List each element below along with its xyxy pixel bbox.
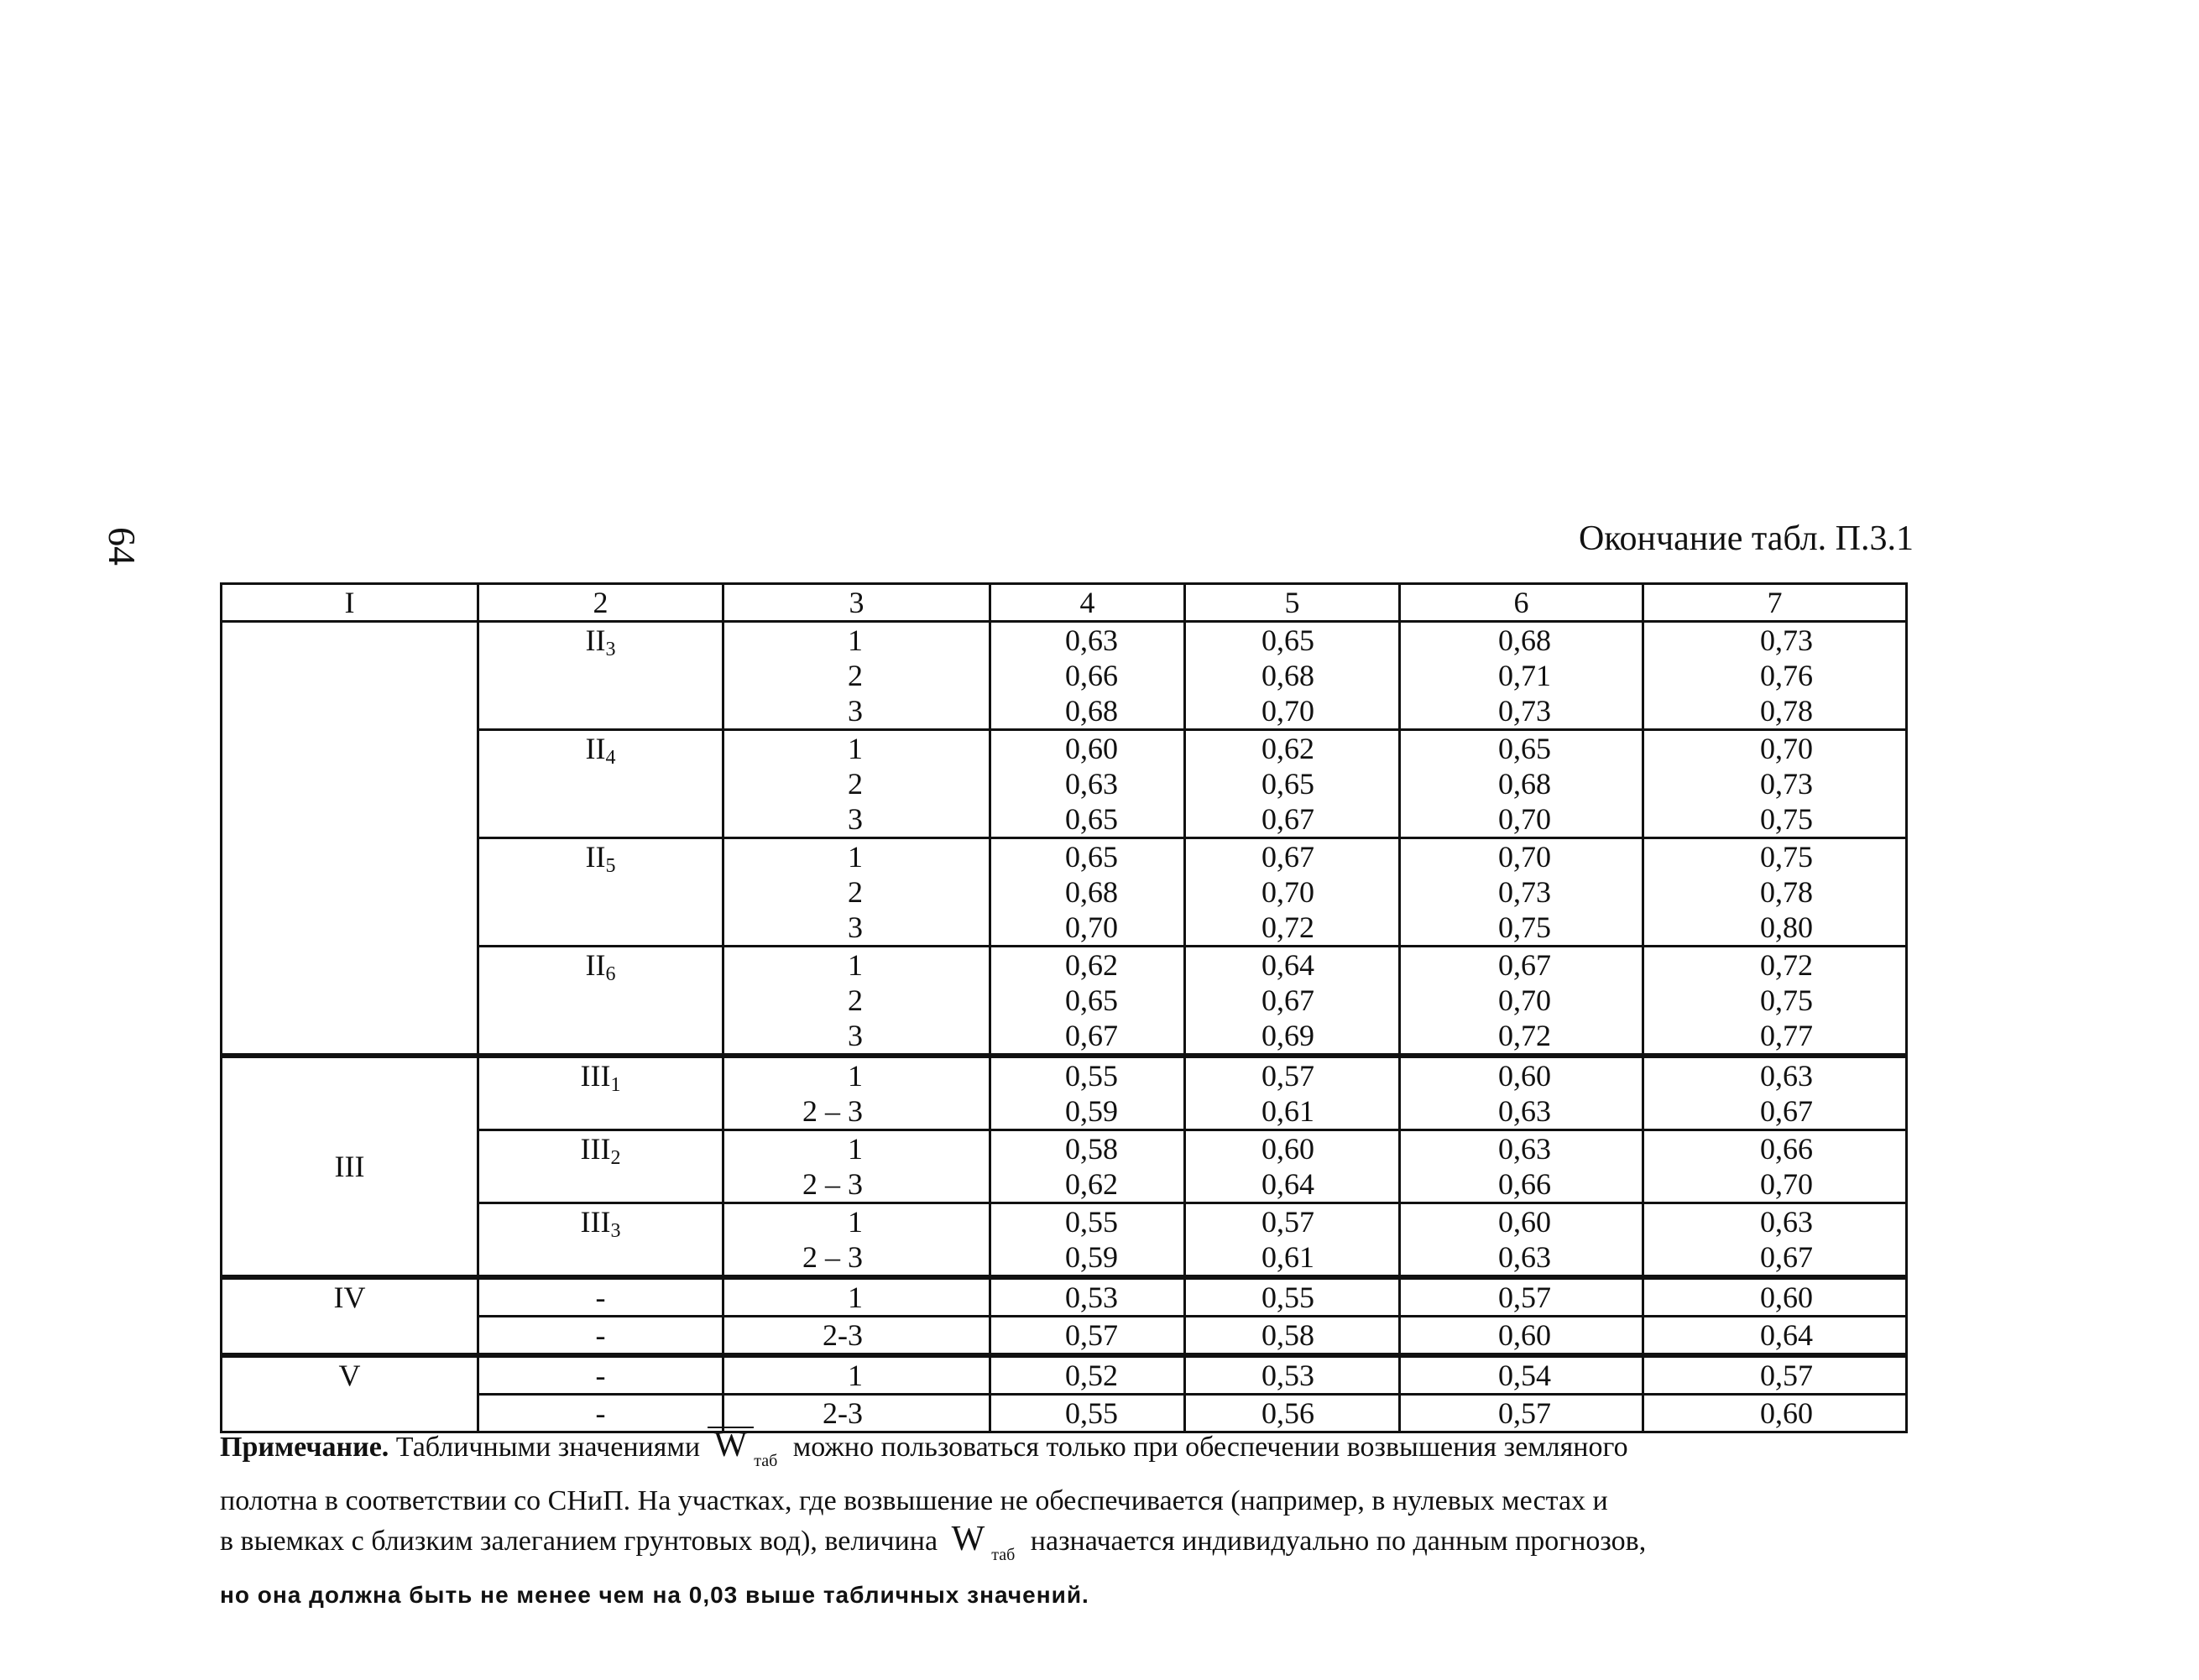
cell-value: 0,67	[1065, 1019, 1118, 1052]
cell-value: 0,76	[1760, 659, 1813, 692]
region-cell: IV	[222, 1277, 478, 1355]
cell-value: 0,65	[1498, 732, 1551, 765]
w-symbol: W	[708, 1427, 755, 1462]
cell-value: 0,65	[1261, 767, 1314, 801]
cell-value: 0,65	[1065, 802, 1118, 836]
cell-value: 0,70	[1498, 840, 1551, 874]
cell-value: 0,60	[1760, 1281, 1813, 1314]
value-cell	[1400, 1277, 1643, 1317]
cell-value: 0,73	[1498, 694, 1551, 728]
value-cell	[1400, 622, 1643, 730]
subregion-label: II	[585, 732, 606, 765]
value-cell	[1185, 1056, 1400, 1130]
value-cell	[1643, 622, 1907, 730]
cell-value: 0,61	[1261, 1240, 1314, 1274]
cell-value: 0,80	[1760, 910, 1813, 944]
cell-value: 1	[848, 840, 863, 874]
w-symbol: W	[951, 1520, 985, 1558]
table-row	[222, 1355, 1907, 1395]
value-cell	[990, 1317, 1185, 1356]
cell-value: 0,63	[1760, 1059, 1813, 1093]
cell-value: 0,68	[1261, 659, 1314, 692]
cell-value: 0,60	[1498, 1205, 1551, 1239]
subregion-cell	[478, 947, 723, 1057]
cell-value: 0,75	[1760, 802, 1813, 836]
table-row	[222, 1056, 1907, 1130]
cell-value: 0,65	[1065, 840, 1118, 874]
value-cell	[1643, 1130, 1907, 1203]
cell-value: 3	[848, 694, 863, 728]
value-cell	[723, 730, 990, 838]
w-subscript: таб	[754, 1452, 778, 1470]
cell-value: 0,75	[1760, 983, 1813, 1017]
value-cell	[1643, 1277, 1907, 1317]
cell-value: 0,73	[1760, 767, 1813, 801]
value-cell	[723, 1355, 990, 1395]
cell-value: 0,73	[1760, 623, 1813, 657]
value-cell	[1643, 838, 1907, 947]
cell-value: 2-3	[823, 1318, 863, 1352]
cell-value: 3	[848, 910, 863, 944]
note-label: Примечание.	[220, 1432, 389, 1463]
note-text: полотна в соответствии со СНиП. На участках, где возвышение не обеспечивается (например, в нулевых местах и	[220, 1485, 1608, 1516]
cell-value: 2	[848, 767, 863, 801]
value-cell	[1643, 730, 1907, 838]
subregion-index: 2	[610, 1147, 621, 1169]
cell-value: 0,57	[1065, 1318, 1118, 1352]
cell-value: 0,60	[1498, 1318, 1551, 1352]
cell-value: 0,62	[1065, 1167, 1118, 1201]
cell-value: 0,61	[1261, 1094, 1314, 1128]
value-cell	[723, 1130, 990, 1203]
subregion-index: 3	[610, 1220, 621, 1242]
subregion-cell: -	[478, 1317, 723, 1356]
value-cell	[1400, 1203, 1643, 1278]
cell-value: 0,54	[1498, 1359, 1551, 1392]
region-cell	[222, 622, 478, 1057]
value-cell	[1185, 838, 1400, 947]
value-cell	[990, 1056, 1185, 1130]
value-cell	[723, 947, 990, 1057]
cell-value: 0,63	[1498, 1094, 1551, 1128]
cell-value: 0,64	[1760, 1318, 1813, 1352]
note-text: Табличными значениями	[395, 1432, 701, 1463]
table-caption: Окончание табл. П.3.1	[1578, 519, 1914, 558]
cell-value: 0,55	[1065, 1205, 1118, 1239]
cell-value: 0,55	[1065, 1396, 1118, 1430]
value-cell	[1643, 1355, 1907, 1395]
subregion-label: II	[585, 623, 606, 657]
subregion-cell	[478, 622, 723, 730]
cell-value: 0,53	[1065, 1281, 1118, 1314]
cell-value: 2	[848, 875, 863, 909]
region-cell: V	[222, 1355, 478, 1432]
cell-value: 0,72	[1261, 910, 1314, 944]
subregion-index: 4	[605, 747, 616, 769]
cell-value: 0,63	[1498, 1132, 1551, 1166]
subregion-cell: -	[478, 1355, 723, 1395]
subregion-cell: -	[478, 1395, 723, 1432]
value-cell	[1185, 1355, 1400, 1395]
cell-value: 2	[848, 659, 863, 692]
cell-value: 0,67	[1261, 840, 1314, 874]
cell-value: 0,75	[1498, 910, 1551, 944]
cell-value: 0,57	[1498, 1396, 1551, 1430]
cell-value: 0,75	[1760, 840, 1813, 874]
value-cell	[723, 1277, 990, 1317]
cell-value: 0,60	[1065, 732, 1118, 765]
header-row	[222, 584, 1907, 622]
cell-value: 0,72	[1760, 948, 1813, 982]
value-cell	[1400, 730, 1643, 838]
subregion-index: 5	[605, 855, 616, 877]
note-text: можно пользоваться только при обеспечении возвышения земляного	[792, 1432, 1628, 1463]
value-cell	[723, 1203, 990, 1278]
subregion-index: 3	[605, 639, 616, 660]
w-subscript: таб	[991, 1546, 1016, 1564]
value-cell	[990, 838, 1185, 947]
value-cell	[1643, 947, 1907, 1057]
cell-value: 0,59	[1065, 1240, 1118, 1274]
subregion-label: III	[580, 1059, 611, 1093]
cell-value: 0,73	[1498, 875, 1551, 909]
value-cell	[1643, 1056, 1907, 1130]
subregion-cell	[478, 1056, 723, 1130]
cell-value: 0,57	[1498, 1281, 1551, 1314]
cell-value: 0,68	[1065, 875, 1118, 909]
header-cell: 2	[478, 584, 723, 622]
cell-value: 0,66	[1065, 659, 1118, 692]
subregion-index: 6	[605, 963, 616, 985]
cell-value: 0,62	[1261, 732, 1314, 765]
value-cell	[723, 838, 990, 947]
table-row	[222, 622, 1907, 730]
note-text: в выемках с близким залеганием грунтовых вод), величина	[220, 1526, 938, 1557]
cell-value: 0,70	[1065, 910, 1118, 944]
cell-value: 0,66	[1498, 1167, 1551, 1201]
value-cell	[1400, 1056, 1643, 1130]
cell-value: 0,63	[1065, 623, 1118, 657]
cell-value: 0,60	[1261, 1132, 1314, 1166]
cell-value: 0,71	[1498, 659, 1551, 692]
cell-value: 0,70	[1261, 875, 1314, 909]
cell-value: 0,68	[1065, 694, 1118, 728]
cell-value: 0,67	[1760, 1094, 1813, 1128]
value-cell	[1400, 838, 1643, 947]
value-cell	[723, 1056, 990, 1130]
cell-value: 0,55	[1065, 1059, 1118, 1093]
subregion-label: III	[580, 1205, 611, 1239]
cell-value: 0,62	[1065, 948, 1118, 982]
cell-value: 0,65	[1261, 623, 1314, 657]
cell-value: 0,67	[1261, 802, 1314, 836]
cell-value: 0,65	[1065, 983, 1118, 1017]
value-cell	[1643, 1203, 1907, 1278]
cell-value: 2 – 3	[802, 1094, 863, 1128]
header-cell: 4	[990, 584, 1185, 622]
cell-value: 0,66	[1760, 1132, 1813, 1166]
value-cell	[990, 1130, 1185, 1203]
cell-value: 2 – 3	[802, 1167, 863, 1201]
subregion-cell: -	[478, 1277, 723, 1317]
cell-value: 3	[848, 1019, 863, 1052]
cell-value: 3	[848, 802, 863, 836]
value-cell	[1400, 1355, 1643, 1395]
cell-value: 1	[848, 948, 863, 982]
cell-value: 0,64	[1261, 948, 1314, 982]
cell-value: 0,78	[1760, 875, 1813, 909]
cell-value: 0,56	[1261, 1396, 1314, 1430]
cell-value: 2 – 3	[802, 1240, 863, 1274]
page-number: 64	[101, 527, 144, 566]
value-cell	[1185, 1203, 1400, 1278]
cell-value: 0,60	[1498, 1059, 1551, 1093]
cell-value: 2-3	[823, 1396, 863, 1430]
cell-value: 1	[848, 1059, 863, 1093]
subregion-label: II	[585, 840, 606, 874]
cell-value: 0,70	[1261, 694, 1314, 728]
cell-value: 0,70	[1498, 983, 1551, 1017]
cell-value: 0,70	[1760, 732, 1813, 765]
note-text: назначается индивидуально по данным прогнозов,	[1030, 1526, 1647, 1557]
value-cell	[990, 622, 1185, 730]
cell-value: 1	[848, 623, 863, 657]
cell-value: 0,70	[1760, 1167, 1813, 1201]
value-cell	[1185, 730, 1400, 838]
value-cell	[1185, 622, 1400, 730]
subregion-cell	[478, 838, 723, 947]
region-cell: III	[222, 1056, 478, 1277]
cell-value: 0,57	[1261, 1059, 1314, 1093]
cell-value: 0,58	[1261, 1318, 1314, 1352]
cell-value: 0,72	[1498, 1019, 1551, 1052]
note-text: но она должна быть не менее чем на 0,03 выше табличных значений.	[220, 1582, 1089, 1608]
header-cell: 3	[723, 584, 990, 622]
cell-value: 0,53	[1261, 1359, 1314, 1392]
subregion-index: 1	[610, 1074, 621, 1096]
value-cell	[1400, 1130, 1643, 1203]
cell-value: 0,67	[1261, 983, 1314, 1017]
value-cell	[1400, 1317, 1643, 1356]
cell-value: 1	[848, 1359, 863, 1392]
cell-value: 0,64	[1261, 1167, 1314, 1201]
table-row	[222, 1277, 1907, 1317]
value-cell	[990, 730, 1185, 838]
cell-value: 0,69	[1261, 1019, 1314, 1052]
cell-value: 0,63	[1065, 767, 1118, 801]
cell-value: 0,67	[1498, 948, 1551, 982]
cell-value: 1	[848, 1281, 863, 1314]
value-cell	[1185, 1277, 1400, 1317]
cell-value: 0,77	[1760, 1019, 1813, 1052]
value-cell	[723, 622, 990, 730]
value-cell	[990, 947, 1185, 1057]
subregion-cell	[478, 730, 723, 838]
value-cell	[1185, 1130, 1400, 1203]
cell-value: 0,60	[1760, 1396, 1813, 1430]
cell-value: 0,63	[1760, 1205, 1813, 1239]
cell-value: 0,67	[1760, 1240, 1813, 1274]
value-cell	[1643, 1317, 1907, 1356]
subregion-cell	[478, 1203, 723, 1278]
cell-value: 0,78	[1760, 694, 1813, 728]
header-cell: I	[222, 584, 478, 622]
cell-value: 1	[848, 1132, 863, 1166]
header-cell: 7	[1643, 584, 1907, 622]
data-table	[220, 582, 1908, 1433]
value-cell	[990, 1277, 1185, 1317]
cell-value: 0,57	[1261, 1205, 1314, 1239]
cell-value: 0,58	[1065, 1132, 1118, 1166]
cell-value: 0,63	[1498, 1240, 1551, 1274]
cell-value: 2	[848, 983, 863, 1017]
subregion-cell	[478, 1130, 723, 1203]
cell-value: 1	[848, 1205, 863, 1239]
header-cell: 6	[1400, 584, 1643, 622]
cell-value: 0,52	[1065, 1359, 1118, 1392]
cell-value: 0,68	[1498, 767, 1551, 801]
value-cell	[1185, 1317, 1400, 1356]
value-cell	[1400, 947, 1643, 1057]
value-cell	[990, 1203, 1185, 1278]
value-cell	[990, 1355, 1185, 1395]
cell-value: 0,68	[1498, 623, 1551, 657]
value-cell	[1185, 947, 1400, 1057]
header-cell: 5	[1185, 584, 1400, 622]
subregion-label: III	[580, 1132, 611, 1166]
cell-value: 0,57	[1760, 1359, 1813, 1392]
cell-value: 0,55	[1261, 1281, 1314, 1314]
cell-value: 0,59	[1065, 1094, 1118, 1128]
cell-value: 0,70	[1498, 802, 1551, 836]
footnote	[220, 1427, 1915, 1615]
value-cell	[723, 1317, 990, 1356]
cell-value: 1	[848, 732, 863, 765]
subregion-label: II	[585, 948, 606, 982]
